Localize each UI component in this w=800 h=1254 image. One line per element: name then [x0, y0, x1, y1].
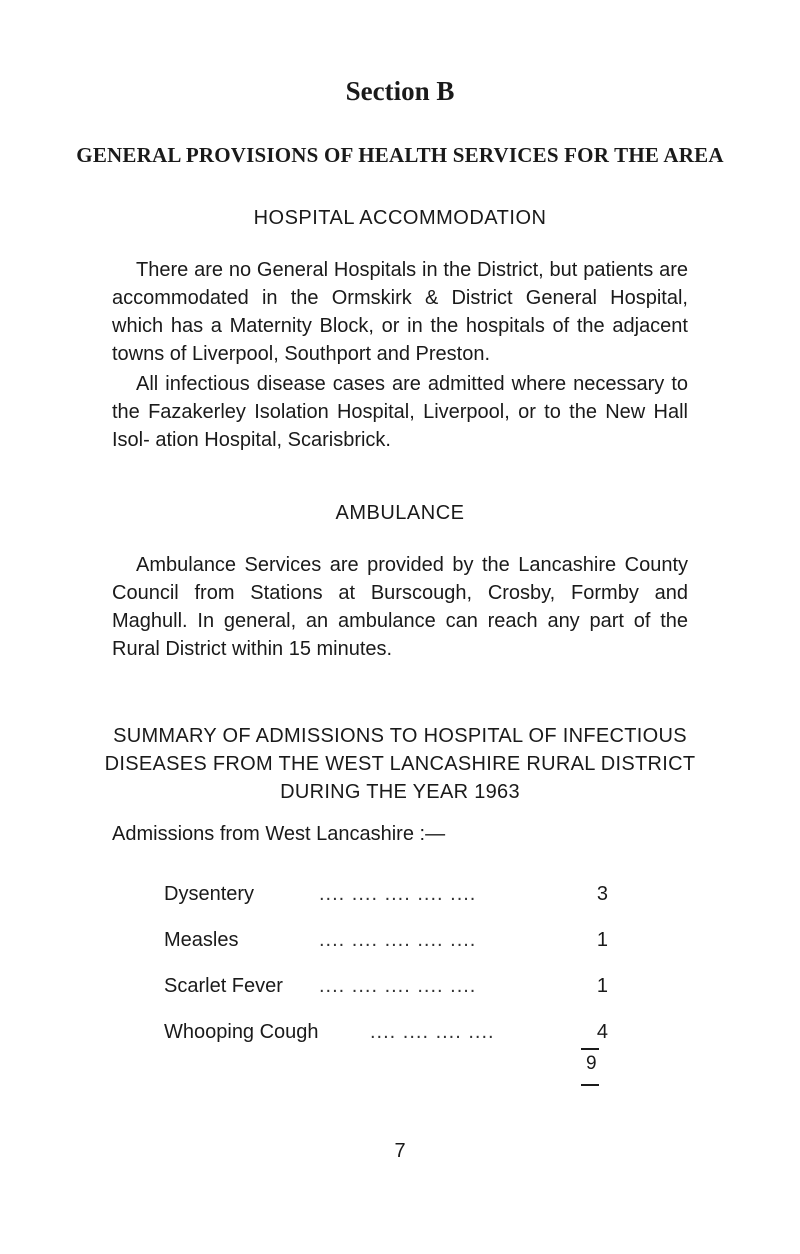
total-rule-top: [581, 1048, 599, 1050]
summary-heading-line-3: DURING THE YEAR 1963: [280, 781, 520, 803]
summary-heading-line-1: SUMMARY OF ADMISSIONS TO HOSPITAL OF INFECTIOUS: [113, 725, 687, 747]
admission-row-scarlet-fever: [164, 975, 608, 1003]
row-value: 1: [596, 975, 608, 997]
admissions-intro: Admissions from West Lancashire :—: [112, 823, 446, 845]
summary-heading: [90, 722, 710, 806]
row-label: Scarlet Fever: [164, 975, 283, 997]
admission-row-measles: [164, 929, 608, 957]
page-number: 7: [394, 1140, 406, 1162]
ambulance-paragraph: Ambulance Services are provided by the Lancashire County Council from Stations at Burscough, Crosby, Formby and Maghull. In general, an ambulance can reach any part of the Rural District within 15 minutes.: [112, 554, 688, 660]
hospital-paragraph-2: All infectious disease cases are admitted where necessary to the Fazakerley Isolation Hospital, Liverpool, or to the New Hall Isol- ation Hospital, Scarisbrick.: [112, 373, 688, 451]
section-title: Section B: [345, 76, 455, 106]
admissions-total: 9: [586, 1053, 597, 1074]
row-value: 3: [596, 883, 608, 905]
row-leader-dots: .... .... .... .... ....: [319, 929, 477, 951]
row-leader-dots: .... .... .... .... ....: [319, 883, 477, 905]
row-label: Dysentery: [164, 883, 255, 905]
summary-heading-line-2: DISEASES FROM THE WEST LANCASHIRE RURAL DISTRICT: [104, 753, 696, 775]
admission-row-dysentery: [164, 883, 608, 911]
row-value: 4: [596, 1021, 608, 1043]
hospital-heading: HOSPITAL ACCOMMODATION: [253, 207, 547, 229]
row-leader-dots: .... .... .... .... ....: [319, 975, 477, 997]
hospital-paragraph-1: There are no General Hospitals in the District, but patients are accommodated in the Ormskirk & District General Hospital, which has a Maternity Block, or in the hospitals of the adjacent towns of Liverpool, Southport and Preston.: [112, 259, 688, 365]
row-value: 1: [596, 929, 608, 951]
row-label: Whooping Cough: [164, 1021, 319, 1043]
main-heading: GENERAL PROVISIONS OF HEALTH SERVICES FOR THE AREA: [76, 143, 724, 167]
total-rule-bottom: [581, 1084, 599, 1086]
ambulance-heading: AMBULANCE: [335, 502, 465, 524]
row-label: Measles: [164, 929, 239, 951]
admission-row-whooping-cough: [164, 1021, 608, 1049]
row-leader-dots: .... .... .... ....: [370, 1021, 495, 1043]
